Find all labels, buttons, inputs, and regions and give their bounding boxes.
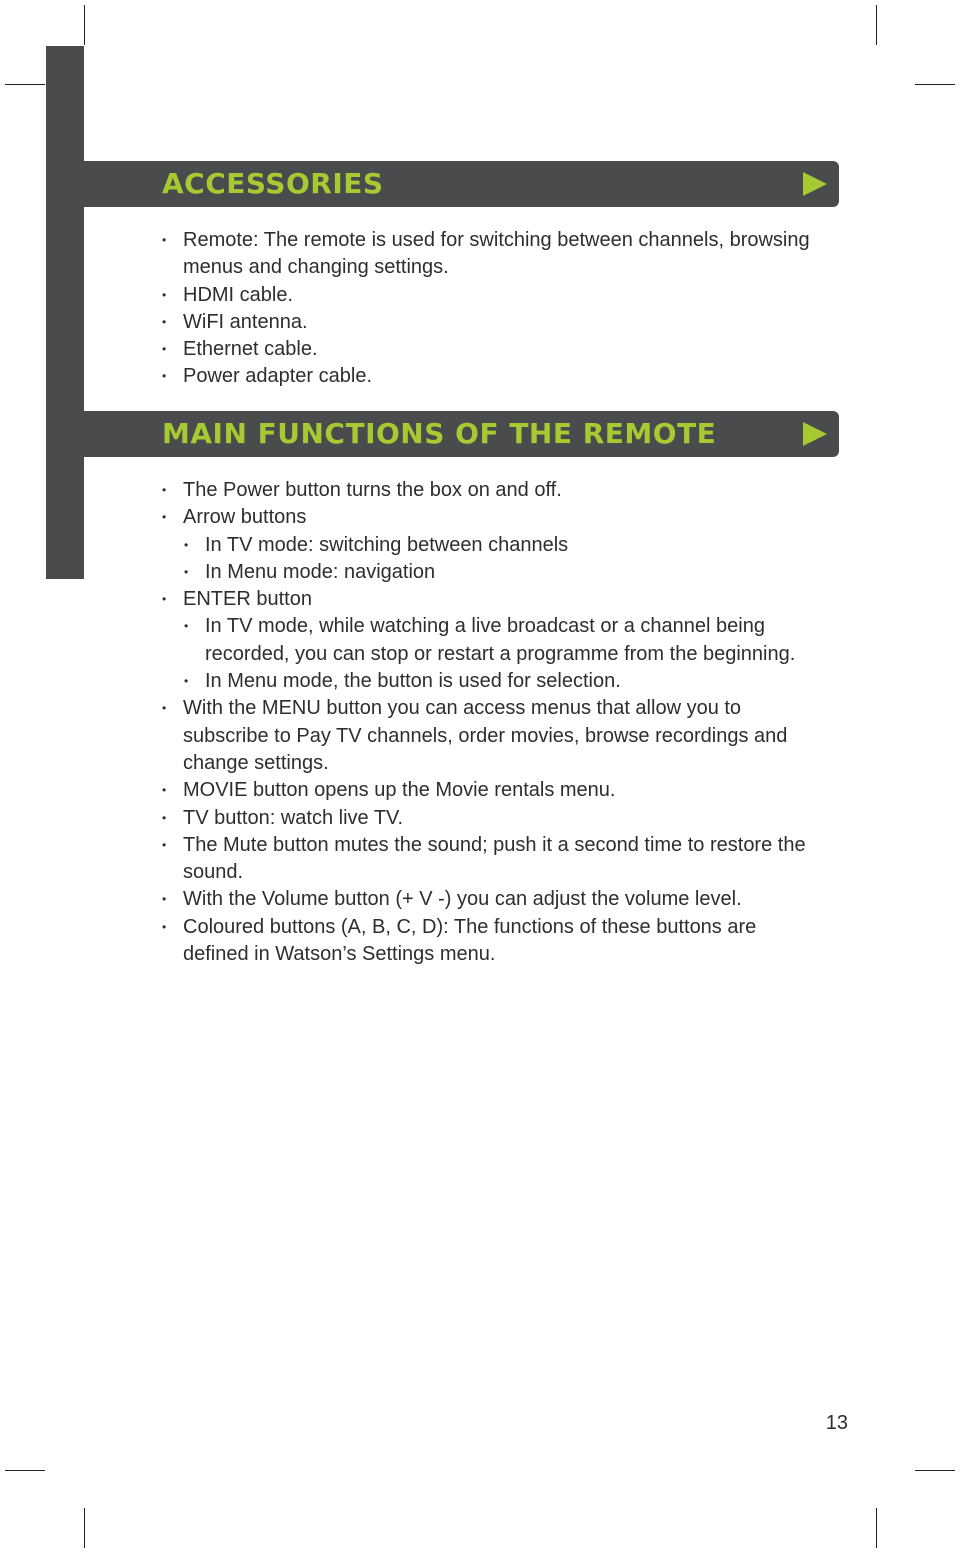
list-item: • The Mute button mutes the sound; push it a second time to restore the sound. [160, 832, 810, 887]
list-item: • ENTER button [160, 586, 810, 613]
list-item: • HDMI cable. [160, 282, 810, 309]
section-header-remote-functions [84, 411, 839, 457]
play-triangle-icon [803, 422, 827, 446]
sub-list-item: • In Menu mode, the button is used for selection. [160, 668, 810, 695]
crop-mark [915, 84, 955, 85]
list-item: • Arrow buttons [160, 504, 810, 531]
list-item: • WiFI antenna. [160, 309, 810, 336]
section-title: ACCESSORIES [162, 167, 384, 200]
play-triangle-icon [803, 172, 827, 196]
list-item: • The Power button turns the box on and off. [160, 477, 810, 504]
list-item: • With the Volume button (+ V -) you can adjust the volume level. [160, 886, 810, 913]
crop-mark [5, 84, 45, 85]
crop-mark [876, 5, 877, 45]
list-item: • Coloured buttons (A, B, C, D): The functions of these buttons are defined in Watson’s Settings menu. [160, 914, 810, 969]
crop-mark [915, 1470, 955, 1471]
sub-list-item: • In TV mode: switching between channels [160, 532, 810, 559]
side-accent-bar [46, 46, 84, 579]
page-number: 13 [825, 1412, 848, 1434]
list-item: • TV button: watch live TV. [160, 805, 810, 832]
crop-mark [84, 5, 85, 45]
list-item: • MOVIE button opens up the Movie rentals menu. [160, 777, 810, 804]
crop-mark [84, 1508, 85, 1548]
section-title: MAIN FUNCTIONS OF THE REMOTE [162, 417, 717, 450]
section-header-accessories [84, 161, 839, 207]
list-item: • Remote: The remote is used for switching between channels, browsing menus and changing settings. [160, 227, 810, 282]
list-item: • Ethernet cable. [160, 336, 810, 363]
sub-list-item: • In Menu mode: navigation [160, 559, 810, 586]
sub-list-item: • In TV mode, while watching a live broadcast or a channel being recorded, you can stop or restart a programme from the beginning. [160, 613, 810, 668]
list-item: • With the MENU button you can access menus that allow you to subscribe to Pay TV channels, order movies, browse recordings and change settings. [160, 695, 810, 777]
accessories-list [160, 227, 810, 391]
remote-functions-list [160, 477, 810, 968]
crop-mark [5, 1470, 45, 1471]
crop-mark [876, 1508, 877, 1548]
list-item: • Power adapter cable. [160, 363, 810, 390]
